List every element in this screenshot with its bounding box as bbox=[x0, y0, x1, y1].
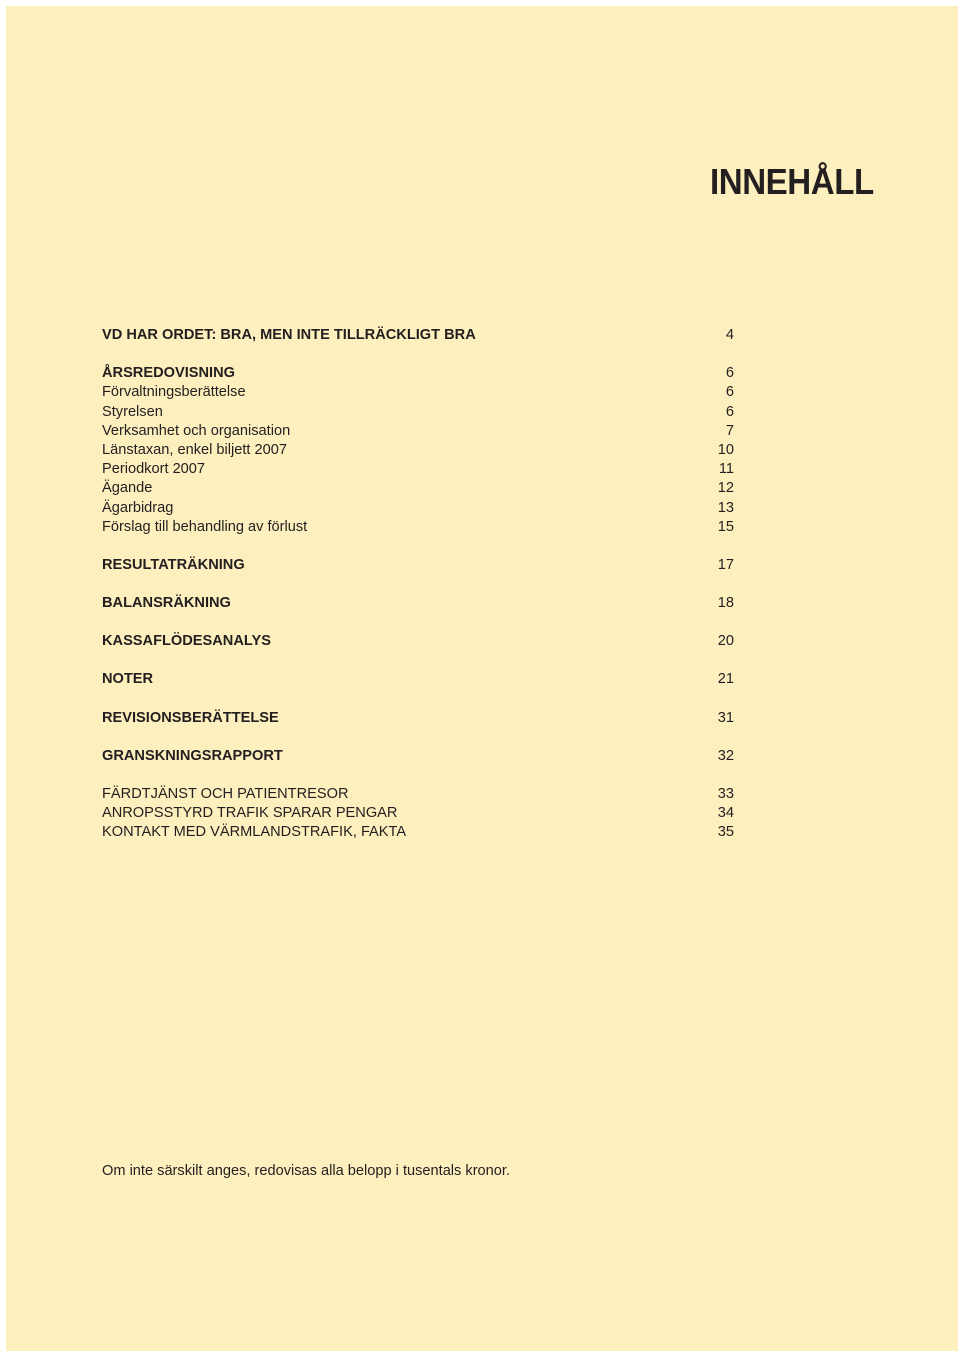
toc-entry-page-number: 34 bbox=[717, 805, 734, 822]
toc-entry[interactable] bbox=[102, 670, 734, 689]
toc-entry-label: Ägande bbox=[102, 480, 153, 497]
toc-entry[interactable] bbox=[102, 709, 734, 728]
toc-entry-label: GRANSKNINGSRAPPORT bbox=[102, 747, 283, 764]
toc-entry-page-number: 6 bbox=[725, 403, 734, 420]
toc-group bbox=[102, 326, 734, 345]
toc-group bbox=[102, 785, 734, 843]
toc-entry-page-number: 31 bbox=[717, 709, 734, 726]
toc-entry[interactable] bbox=[102, 556, 734, 575]
document-page bbox=[6, 6, 958, 1351]
toc-group bbox=[102, 632, 734, 651]
table-of-contents bbox=[102, 326, 734, 862]
toc-entry-page-number: 12 bbox=[717, 480, 734, 497]
toc-entry-label: Periodkort 2007 bbox=[102, 461, 206, 478]
toc-entry-label: ANROPSSTYRD TRAFIK SPARAR PENGAR bbox=[102, 805, 398, 822]
toc-entry-page-number: 32 bbox=[717, 747, 734, 764]
toc-entry-label: Verksamhet och organisation bbox=[102, 422, 291, 439]
toc-entry[interactable] bbox=[102, 499, 734, 518]
toc-entry-page-number: 11 bbox=[718, 461, 734, 478]
toc-entry[interactable] bbox=[102, 785, 734, 804]
toc-entry-label: KONTAKT MED VÄRMLANDSTRAFIK, FAKTA bbox=[102, 824, 407, 841]
toc-entry[interactable] bbox=[102, 383, 734, 402]
toc-entry-label: FÄRDTJÄNST OCH PATIENTRESOR bbox=[102, 786, 349, 802]
toc-entry-page-number: 17 bbox=[717, 556, 734, 573]
page-title: INNEHÅLL bbox=[710, 161, 874, 202]
toc-entry-label: Förslag till behandling av förlust bbox=[102, 518, 308, 535]
toc-entry-label: VD HAR ORDET: BRA, MEN INTE TILLRÄCKLIGT BRA bbox=[102, 327, 476, 343]
toc-entry[interactable] bbox=[102, 804, 734, 823]
toc-entry-page-number: 7 bbox=[725, 422, 734, 439]
toc-entry[interactable] bbox=[102, 326, 734, 345]
toc-entry[interactable] bbox=[102, 823, 734, 842]
toc-entry[interactable] bbox=[102, 364, 734, 383]
toc-entry-page-number: 33 bbox=[717, 786, 734, 802]
toc-group bbox=[102, 670, 734, 689]
toc-entry-page-number: 6 bbox=[725, 384, 734, 401]
toc-entry-page-number: 13 bbox=[717, 499, 734, 516]
toc-entry[interactable] bbox=[102, 518, 734, 537]
toc-entry-label: REVISIONSBERÄTTELSE bbox=[102, 709, 279, 726]
toc-group bbox=[102, 709, 734, 728]
toc-entry-label: Styrelsen bbox=[102, 403, 163, 420]
toc-entry-page-number: 18 bbox=[717, 595, 734, 612]
toc-entry-label: Länstaxan, enkel biljett 2007 bbox=[102, 441, 287, 458]
toc-entry[interactable] bbox=[102, 460, 734, 479]
toc-entry[interactable] bbox=[102, 441, 734, 460]
toc-entry[interactable] bbox=[102, 479, 734, 498]
toc-entry-page-number: 15 bbox=[717, 518, 734, 535]
toc-entry[interactable] bbox=[102, 422, 734, 441]
toc-group bbox=[102, 364, 734, 537]
toc-entry-page-number: 20 bbox=[717, 633, 734, 650]
toc-entry-page-number: 35 bbox=[717, 824, 734, 841]
toc-entry-label: RESULTATRÄKNING bbox=[102, 556, 245, 573]
toc-entry[interactable] bbox=[102, 403, 734, 422]
toc-entry-label: KASSAFLÖDESANALYS bbox=[102, 633, 271, 650]
footnote: Om inte särskilt anges, redovisas alla belopp i tusentals kronor. bbox=[102, 1163, 511, 1179]
toc-entry[interactable] bbox=[102, 632, 734, 651]
toc-entry-label: ÅRSREDOVISNING bbox=[102, 365, 235, 382]
toc-entry-label: Förvaltningsberättelse bbox=[102, 384, 246, 401]
toc-entry-label: BALANSRÄKNING bbox=[102, 595, 231, 612]
toc-group bbox=[102, 747, 734, 766]
toc-entry-label: Ägarbidrag bbox=[102, 499, 174, 516]
toc-entry-page-number: 6 bbox=[725, 365, 734, 382]
toc-entry-page-number: 4 bbox=[725, 327, 734, 343]
toc-entry[interactable] bbox=[102, 747, 734, 766]
toc-group bbox=[102, 556, 734, 575]
toc-entry[interactable] bbox=[102, 594, 734, 613]
toc-group bbox=[102, 594, 734, 613]
toc-entry-page-number: 21 bbox=[717, 671, 734, 688]
toc-entry-label: NOTER bbox=[102, 671, 154, 688]
toc-entry-page-number: 10 bbox=[717, 441, 734, 458]
